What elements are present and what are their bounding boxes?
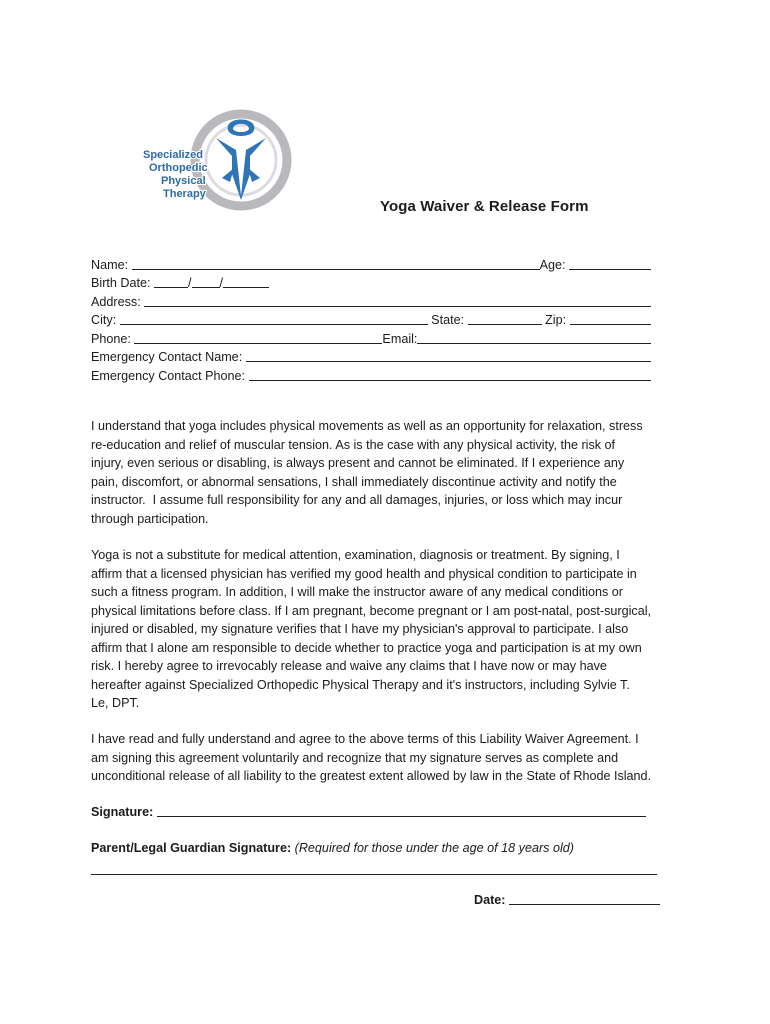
emergency-name-field[interactable]	[246, 348, 651, 362]
paragraph-line: affirm that I alone am responsible to decide whether to practice yoga and participation is at my own	[91, 640, 642, 655]
state-label: State:	[427, 313, 468, 327]
paragraph-line: Le, DPT.	[91, 696, 140, 710]
emergency-phone-field[interactable]	[249, 367, 651, 381]
logo-text	[143, 149, 208, 200]
paragraph-line: am signing this agreement voluntarily and recognize that my signature serves as complete and	[91, 750, 619, 765]
zip-label: Zip:	[541, 313, 570, 327]
birth-month-field[interactable]	[154, 274, 188, 288]
email-field[interactable]	[417, 330, 651, 344]
emergency-name-label: Emergency Contact Name:	[91, 350, 246, 364]
paragraph-line: injury, even serious or disabling, is always present and cannot be eliminated. If I experience any	[91, 456, 625, 470]
emergency-phone-row	[91, 364, 651, 383]
paragraph-line: injured or disabled, my signature verifies that I have my physician's approval to participate. I also	[91, 622, 629, 636]
signature-row	[91, 803, 646, 819]
paragraph-line: I understand that yoga includes physical movements as well as an opportunity for relaxation, stress	[91, 419, 643, 433]
paragraph-line: Yoga is not a substitute for medical attention, examination, diagnosis or treatment. By signing, I	[91, 548, 620, 562]
logo	[138, 108, 298, 214]
paragraph-line: hereafter against Specialized Orthopedic Physical Therapy and it's instructors, including Sylvie T.	[91, 677, 630, 692]
paragraph-line: risk. I hereby agree to irrevocably release and waive any claims that I have now or may have	[91, 659, 607, 673]
age-field[interactable]	[569, 256, 651, 270]
date-field[interactable]	[509, 891, 660, 905]
emergency-phone-label: Emergency Contact Phone:	[91, 368, 249, 383]
birth-year-field[interactable]	[223, 274, 269, 288]
emergency-name-row	[91, 346, 651, 365]
paragraph-line: I have read and fully understand and agree to the above terms of this Liability Waiver Agreement. I	[91, 732, 639, 746]
guardian-signature-label: Parent/Legal Guardian Signature:	[91, 841, 295, 855]
agreement-paragraph	[91, 730, 681, 786]
logo-graphic	[138, 108, 298, 214]
name-field[interactable]	[132, 256, 540, 270]
phone-row	[91, 327, 651, 346]
city-row	[91, 309, 651, 328]
contact-fields	[91, 253, 651, 383]
phone-label: Phone:	[91, 331, 135, 346]
name-row	[91, 253, 651, 272]
guardian-signature-heading	[91, 841, 574, 855]
address-field[interactable]	[144, 293, 651, 307]
risk-paragraph	[91, 417, 681, 528]
logo-line-4: Therapy	[163, 188, 206, 200]
paragraph-line: affirm that a licensed physician has verified my good health and physical condition to participate in	[91, 566, 637, 581]
address-label: Address:	[91, 294, 145, 309]
paragraph-line: such a fitness program. In addition, I will make the instructor aware of any medical conditions or	[91, 585, 623, 599]
paragraph-line: through participation.	[91, 511, 209, 526]
address-row	[91, 290, 651, 309]
phone-field[interactable]	[134, 330, 382, 344]
birth-date-row	[91, 272, 651, 291]
city-field[interactable]	[120, 311, 428, 325]
logo-line-2: Orthopedic	[149, 162, 208, 174]
date-row	[474, 891, 660, 907]
signature-field[interactable]	[157, 803, 646, 817]
birth-date-separator: /	[188, 276, 192, 290]
date-label: Date:	[474, 893, 509, 907]
paragraph-line: unconditional release of all liability to the greatest extent allowed by law in the State of Rhode Island.	[91, 769, 652, 783]
name-label: Name:	[91, 257, 132, 272]
birth-date-separator-2: /	[219, 276, 223, 290]
zip-field[interactable]	[570, 311, 651, 325]
age-label: Age:	[539, 257, 569, 272]
birth-date-label: Birth Date:	[91, 276, 154, 290]
state-field[interactable]	[468, 311, 542, 325]
city-label: City:	[91, 313, 120, 327]
logo-line-1: Specialized	[143, 149, 203, 161]
paragraph-line: instructor. I assume full responsibility for any and all damages, injuries, or loss which may incur	[91, 493, 623, 507]
guardian-signature-field[interactable]	[91, 874, 657, 875]
paragraph-line: re-education and relief of muscular tension. As is the case with any physical activity, the risk of	[91, 437, 616, 452]
birth-day-field[interactable]	[192, 274, 220, 288]
paragraph-line: pain, discomfort, or abnormal sensations, I shall immediately discontinue activity and notify the	[91, 474, 617, 489]
signature-label: Signature:	[91, 805, 157, 819]
medical-paragraph	[91, 546, 681, 713]
paragraph-line: physical limitations before class. If I am pregnant, become pregnant or I am post-natal, post-surgical,	[91, 603, 651, 618]
logo-line-3: Physical	[161, 175, 206, 187]
email-label: Email:	[382, 331, 418, 346]
guardian-signature-note: (Required for those under the age of 18 years old)	[294, 841, 574, 855]
form-title: Yoga Waiver & Release Form	[380, 198, 589, 215]
